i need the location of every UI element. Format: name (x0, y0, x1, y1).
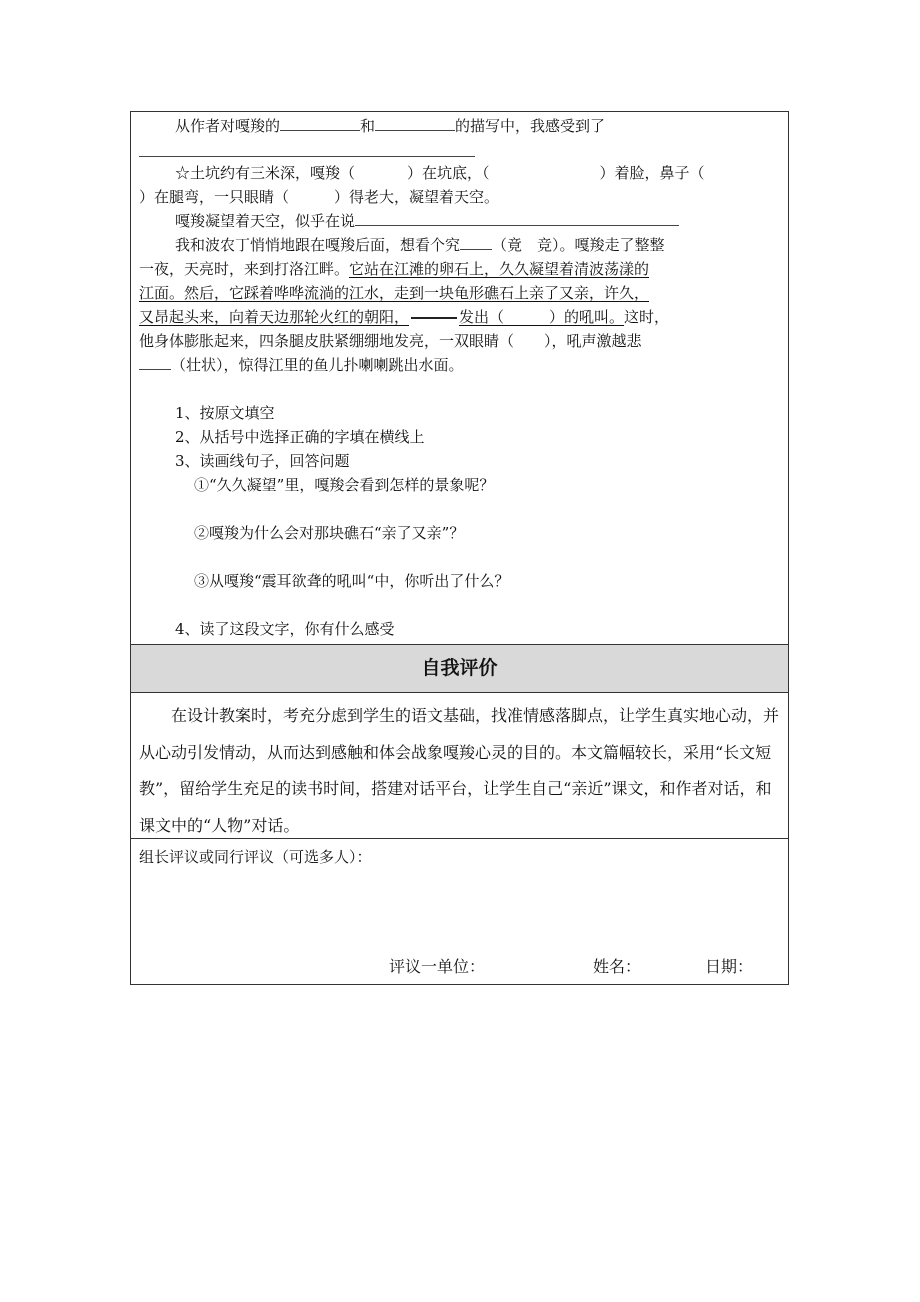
question-4: 4、读了这段文字，你有什么感受 (175, 620, 395, 638)
question-3c: ③从嘎羧“震耳欲聋的吼叫“中，你听出了什么？ (194, 572, 510, 590)
lesson-table (130, 111, 789, 985)
question-2: 2、从括号中选择正确的字填在横线上 (175, 428, 425, 446)
passage-line-9: 又昂起头来，向着天边那轮火红的朝阳， 发出（ ）的吼叫。这时， (139, 308, 670, 326)
fill-blank (375, 116, 455, 131)
passage-line-11: （壮状），惊得江里的鱼儿扑喇喇跳出水面。 (139, 355, 464, 375)
review-date-label: 日期： (705, 957, 754, 976)
passage-line-5: 嘎羧凝望着天空，似乎在说 (175, 211, 679, 231)
fill-blank (139, 355, 171, 370)
review-name-label: 姓名： (593, 957, 642, 976)
question-3a: ①“久久凝望”里，嘎羧会看到怎样的景象呢？ (194, 476, 495, 494)
fill-blank (355, 211, 679, 226)
review-section (131, 839, 788, 984)
passage-line-8: 江面。然后，它踩着哗哗流淌的江水，走到一块龟形礁石上亲了又亲，许久， (139, 284, 650, 302)
review-label: 组长评议或同行评议（可选多人）： (139, 848, 372, 866)
passage-line-4: ）在腿弯，一只眼睛（ ）得老大，凝望着天空。 (139, 188, 500, 206)
fill-blank (460, 235, 492, 250)
self-eval-heading: 自我评价 (131, 645, 788, 693)
dash-mark (411, 317, 457, 319)
passage-line-10: 他身体膨胀起来，四条腿皮肤紧绷绷地发亮，一双眼睛（ ），吼声激越悲 (139, 332, 642, 350)
question-1: 1、按原文填空 (175, 404, 275, 422)
question-3: 3、读画线句子，回答问题 (175, 452, 350, 470)
passage-line-3: ☆土坑约有三米深，嘎羧（ ）在坑底，（ ）着脸，鼻子（ (175, 164, 705, 182)
exercise-section (131, 112, 788, 645)
passage-line-1: 从作者对嘎羧的 和 的描写中，我感受到了 (175, 117, 606, 135)
fill-blank (280, 116, 360, 131)
question-3b: ②嘎羧为什么会对那块礁石“亲了又亲”？ (194, 524, 465, 542)
passage-line-6: 我和波农丁悄悄地跟在嘎羧后面，想看个究 （竟 竞）。嘎羧走了整整 (175, 236, 665, 254)
review-unit-label: 评议一单位： (389, 957, 486, 976)
passage-line-7: 一夜，天亮时，来到打洛江畔。它站在江滩的卵石上，久久凝望着清波荡漾的 (139, 260, 650, 278)
self-eval-text: 在设计教案时，考充分虑到学生的语文基础，找准情感落脚点，让学生真实地心动，并从心动引发情动，从而达到感触和体会战象嘎羧心灵的目的。本文篇幅较长，采用“长文短教”，留给学生充足的读书时间，搭建对话平台，让学生自己“亲近”课文，和作者对话，和课文中的“人物”对话。 (131, 693, 788, 839)
answer-line (139, 156, 475, 157)
